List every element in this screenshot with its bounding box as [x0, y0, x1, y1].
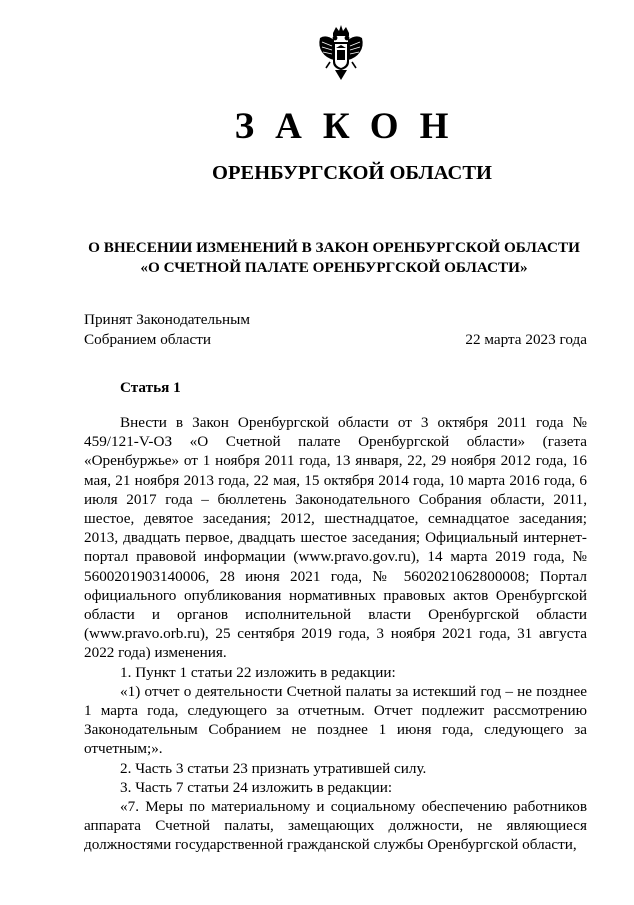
article-paragraph: Внести в Закон Оренбургской области от 3 октября 2011 года № 459/121-V-ОЗ «О Счетной палате Оренбургской области» (газета «Оренбуржье» от 1 ноября 2011 года, 13 января, 22, 29 ноября 2012 года, 16 мая, 21 ноября 2013 года, 22 мая, 15 октября 2014 года, 10 марта 2016 года, 6 июля 2017 года – бюллетень Законодательного Собрания области, 2011, шестое, девятое заседания; 2012, шестнадцатое, семнадцатое заседания; 2013, двадцать первое, двадцать шестое заседания; Официальный интернет-портал правовой информации (www.pravo.gov.ru), 14 марта 2019 года, № 5600201903140006, 28 июня 2021 года, № 5602021062800008; Портал официального опубликования нормативных правовых актов Оренбургской области и органов исполнительной власти Оренбургской области (www.pravo.orb.ru), 25 сентября 2019 года, 3 ноября 2021 года, 31 августа 2022 года) изменения.: [84, 414, 587, 662]
article-paragraph: «7. Меры по материальному и социальному обеспечению работников аппарата Счетной палаты, замещающих должности, не являющиеся должностями государственной гражданской службы Оренбургской области,: [84, 798, 587, 854]
subject-line-1: О ВНЕСЕНИИ ИЗМЕНЕНИЙ В ЗАКОН ОРЕНБУРГСКОЙ ОБЛАСТИ: [88, 239, 580, 256]
article-paragraph: 1. Пункт 1 статьи 22 изложить в редакции:: [120, 663, 396, 681]
region-title: ОРЕНБУРГСКОЙ ОБЛАСТИ: [212, 162, 492, 184]
adoption-line-1: Принят Законодательным: [84, 311, 250, 328]
subject-line-2: «О СЧЕТНОЙ ПАЛАТЕ ОРЕНБУРГСКОЙ ОБЛАСТИ»: [140, 259, 528, 276]
article-paragraph: 2. Часть 3 статьи 23 признать утратившей силу.: [120, 759, 427, 777]
law-subject-title: [84, 238, 584, 278]
adoption-body: [84, 310, 250, 350]
article-paragraph: 3. Часть 7 статьи 24 изложить в редакции:: [120, 778, 393, 796]
article-paragraph: «1) отчет о деятельности Счетной палаты за истекший год – не позднее 1 марта года, следующего за отчетным. Отчет подлежит рассмотрению Законодательным Собранием не позднее 1 июня года, следующего за отчетным;».: [84, 682, 587, 758]
adoption-date: 22 марта 2023 года: [465, 331, 587, 348]
article-body: [84, 413, 587, 855]
adoption-line-2: Собранием области: [84, 331, 211, 348]
oren-coat-of-arms-icon: [316, 24, 366, 82]
document-type-title: ЗАКОН: [234, 106, 470, 147]
article-heading: Статья 1: [120, 379, 181, 396]
